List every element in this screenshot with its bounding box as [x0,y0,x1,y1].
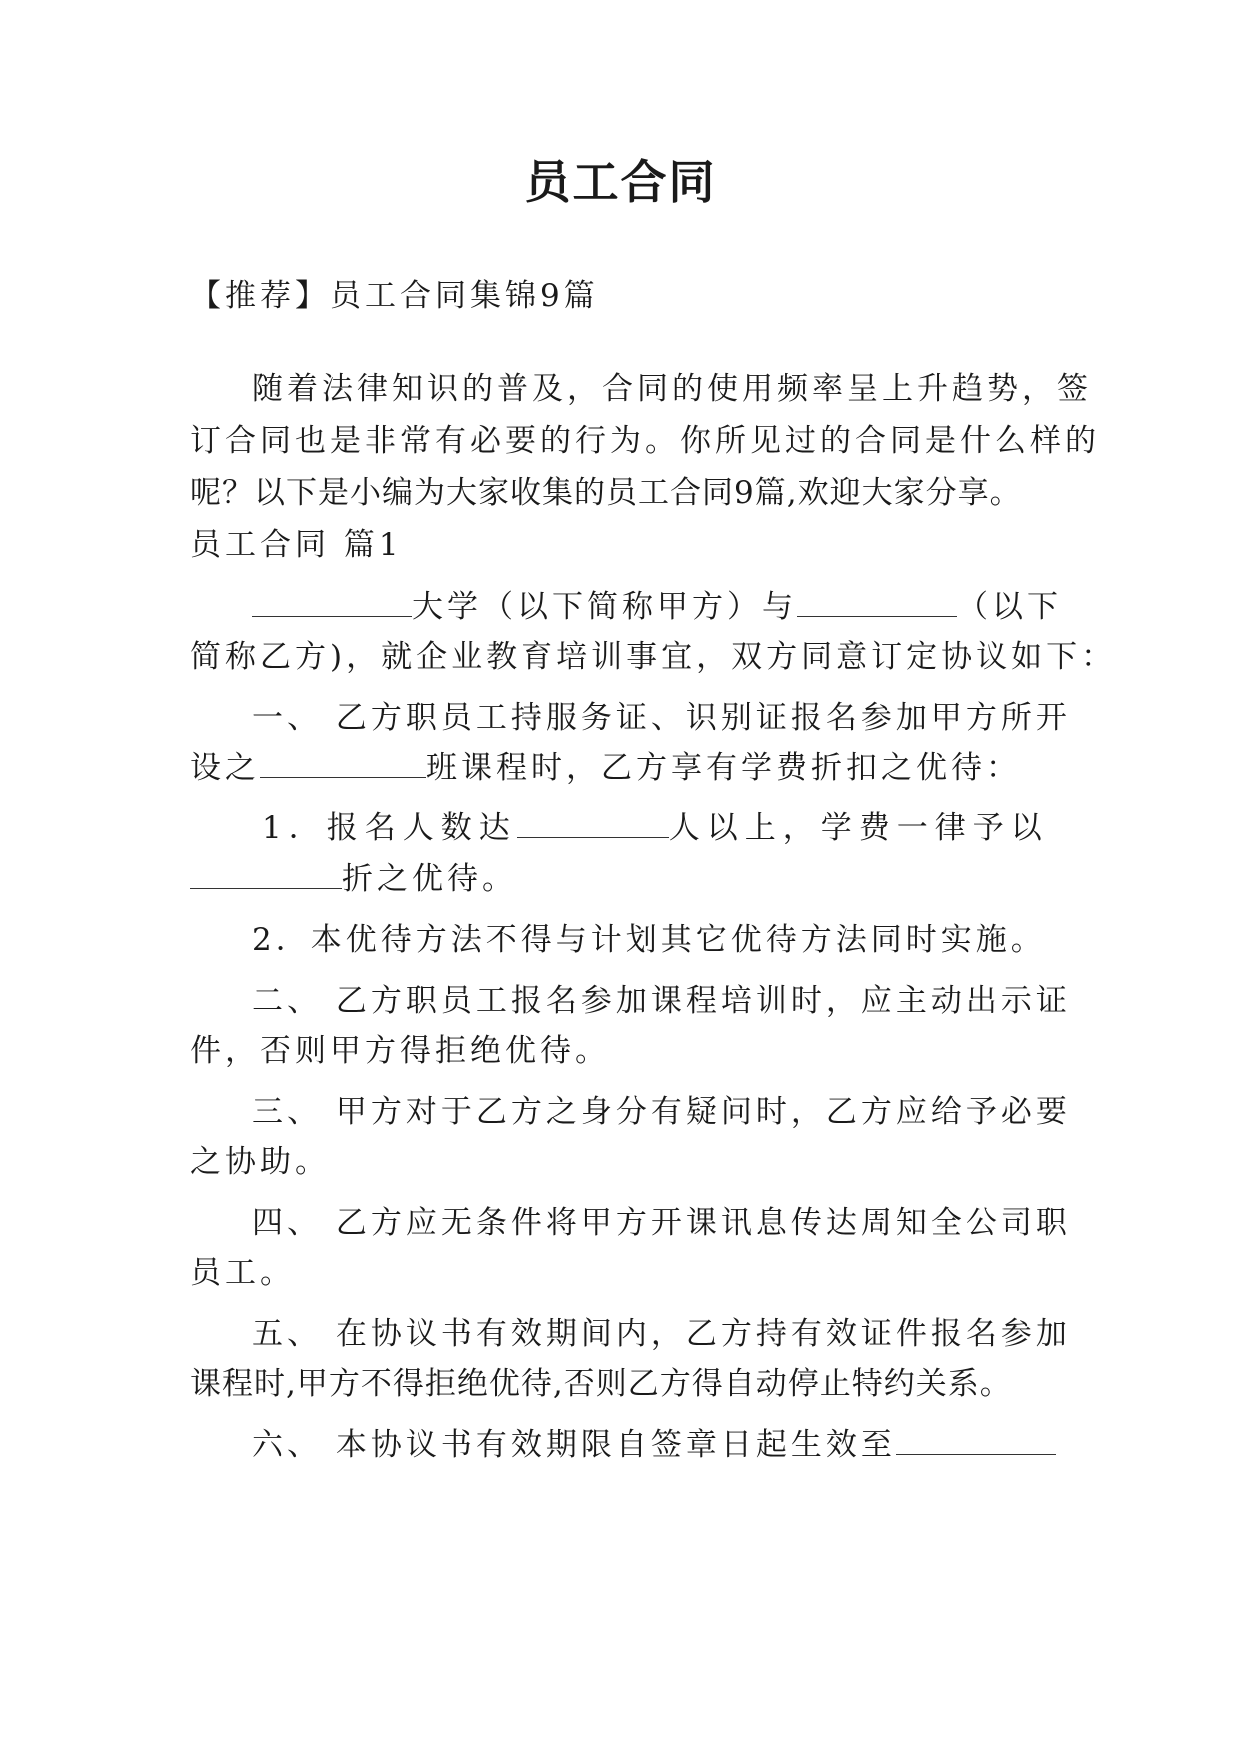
sub-item-1-line-2 [190,857,1050,901]
item-3-line-2: 之协助。 [190,1144,330,1180]
document-subtitle: 【推荐】员工合同集锦9篇 [190,278,599,314]
blank-field [896,1424,1056,1455]
section-heading: 员工合同 篇1 [190,527,403,563]
item-1-line-2 [190,746,1050,790]
item-5-line-2: 课程时,甲方不得拒绝优待,否则乙方得自动停止特约关系。 [190,1366,1012,1402]
item-4-line-2: 员工。 [190,1255,295,1291]
document-title: 员工合同 [524,155,717,209]
intro-line-1: 随着法律知识的普及，合同的使用频率呈上升趋势，签 [252,371,1092,407]
item-5-line-1: 五、 在协议书有效期间内，乙方持有效证件报名参加 [252,1316,1071,1352]
blank-field [190,858,342,889]
item-2-line-2: 件，否则甲方得拒绝优待。 [190,1033,610,1069]
blank-field [797,586,957,617]
item-1-line-1: 一、 乙方职员工持服务证、识别证报名参加甲方所开 [252,700,1071,736]
blank-field [517,807,669,838]
item-4-line-1: 四、 乙方应无条件将甲方开课讯息传达周知全公司职 [252,1205,1071,1241]
intro-line-2: 订合同也是非常有必要的行为。你所见过的合同是什么样的 [190,423,1100,459]
item-6-line-1 [252,1423,1050,1467]
item-3-line-1: 三、 甲方对于乙方之身分有疑问时，乙方应给予必要 [252,1094,1071,1130]
sub-item-1-text-a: 1．报名人数达 [262,810,517,846]
item-6-text: 六、 本协议书有效期限自签章日起生效至 [252,1427,896,1463]
sub-item-1-line-1 [262,806,1050,850]
sub-item-2: 2．本优待方法不得与计划其它优待方法同时实施。 [252,922,1046,958]
blank-field [260,747,426,778]
item-2-line-1: 二、 乙方职员工报名参加课程培训时，应主动出示证 [252,983,1071,1019]
intro-line-3: 呢？以下是小编为大家收集的员工合同9篇,欢迎大家分享。 [190,475,1022,511]
sub-item-1-text-c: 折之优待。 [342,861,517,897]
item-1-text-c: 班课程时，乙方享有学费折扣之优待： [426,750,1021,786]
sub-item-1-text-b: 人以上，学费一律予以 [668,810,1049,846]
paragraph-1-text-a: 大学（以下简称甲方）与 [412,589,797,625]
paragraph-1-line-1 [252,585,1062,629]
paragraph-1-text-b: （以下 [957,589,1062,625]
paragraph-1-line-2: 简称乙方)，就企业教育培训事宜，双方同意订定协议如下： [190,639,1117,675]
item-1-text-b: 设之 [190,750,260,786]
blank-field [252,586,412,617]
